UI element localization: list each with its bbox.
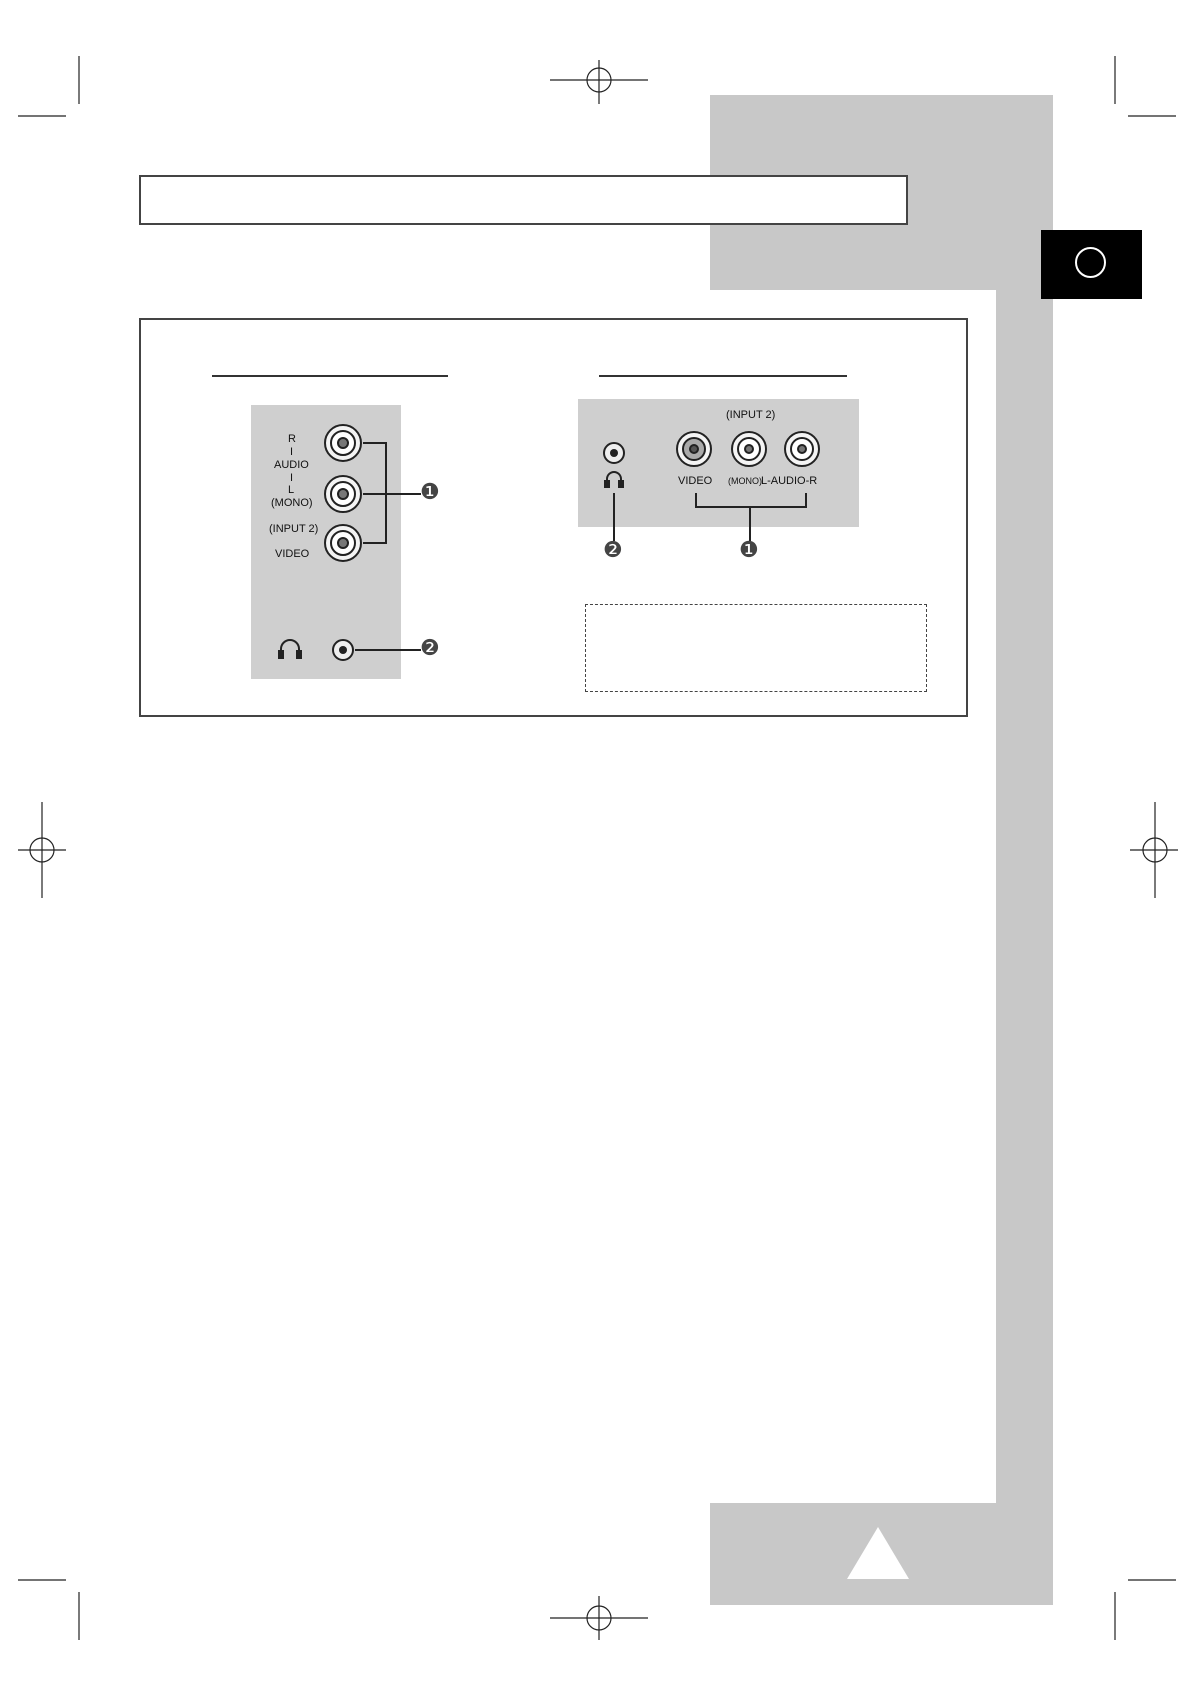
label-l: L xyxy=(288,484,295,496)
side-band xyxy=(996,95,1053,1605)
label-sep1: I xyxy=(290,446,294,458)
callout-number-1-left: ❶ xyxy=(420,480,440,505)
note-box xyxy=(585,604,927,692)
left-heading-rule xyxy=(212,375,448,377)
circle-outline-icon xyxy=(1075,247,1106,278)
label-mono-right: (MONO) xyxy=(728,476,762,486)
label-mono: (MONO) xyxy=(271,497,313,509)
label-input2-right: (INPUT 2) xyxy=(726,409,776,421)
label-audio: AUDIO xyxy=(274,459,309,471)
label-input2: (INPUT 2) xyxy=(269,523,319,535)
front-jacks-graphic xyxy=(578,399,859,527)
headphone-jack xyxy=(333,640,353,660)
right-heading-rule xyxy=(599,375,847,377)
label-sep2: I xyxy=(290,472,294,484)
headphone-jack-front xyxy=(604,443,624,463)
jack-bracket xyxy=(363,443,386,543)
side-jack-panel xyxy=(251,405,401,679)
video-jack xyxy=(325,525,361,561)
video-jack-front xyxy=(677,432,711,466)
label-video-right: VIDEO xyxy=(678,475,713,487)
callout-number-2-left: ❷ xyxy=(420,636,440,661)
section-tab xyxy=(1041,230,1142,299)
label-video: VIDEO xyxy=(275,548,310,560)
audio-r-jack xyxy=(325,425,361,461)
up-triangle-icon xyxy=(845,1525,911,1581)
left-callout-1-ext xyxy=(401,493,421,495)
title-box xyxy=(139,175,908,225)
left-callout-2-ext xyxy=(401,649,421,651)
headphone-icon xyxy=(279,640,301,658)
callout-number-1-right: ❶ xyxy=(739,538,759,563)
audio-l-jack xyxy=(325,476,361,512)
content-box xyxy=(139,318,968,717)
side-jacks-graphic xyxy=(251,405,401,679)
label-audio-right: L-AUDIO-R xyxy=(761,475,818,487)
front-jack-bracket xyxy=(696,493,806,527)
callout-number-2-right: ❷ xyxy=(603,538,623,563)
front-jack-panel xyxy=(578,399,859,527)
headphone-icon-front xyxy=(605,472,623,487)
label-r: R xyxy=(288,433,296,445)
audio-r-jack-front xyxy=(785,432,819,466)
audio-l-jack-front xyxy=(732,432,766,466)
